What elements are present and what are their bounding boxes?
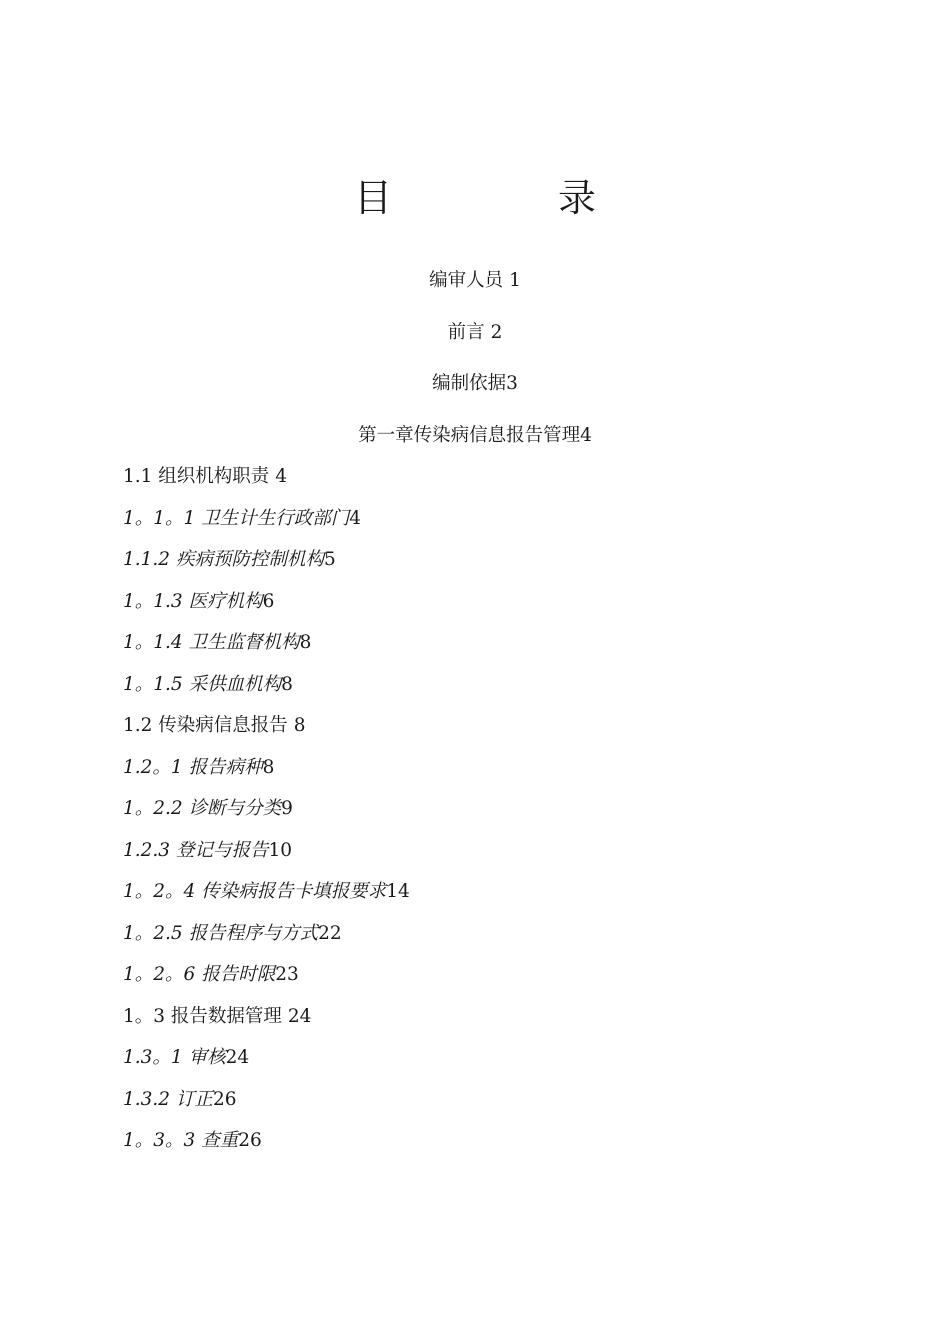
toc-entry[interactable] [0,312,950,364]
toc-entry[interactable] [0,871,950,913]
toc-entry-page-number: 8 [281,673,293,695]
toc-entry-label: 1.1.2 疾病预防控制机构 [123,549,324,570]
toc-entry[interactable] [0,830,950,872]
toc-entry-label: 1.3.2 订正 [123,1088,213,1110]
toc-entry-label: 1。1.4 卫生监督机构 [123,632,300,653]
toc-entry-label: 编审人员 [429,270,504,291]
toc-entry-label: 1。2。4 传染病报告卡填报要求 [123,881,387,902]
toc-entry[interactable] [0,913,950,955]
toc-entry-label: 1.3。1 审核 [123,1047,226,1068]
toc-entry[interactable] [0,1120,950,1162]
toc-entry[interactable] [0,1079,950,1121]
toc-entry-page-number: 23 [275,964,299,985]
toc-entry[interactable] [0,498,950,540]
toc-entry-page-number: 6 [262,590,275,612]
toc-entry-label: 编制依据 [432,373,507,394]
toc-entry-page-number: 8 [293,715,306,736]
toc-entry[interactable] [0,581,950,623]
toc-entry-label: 1。1。1 卫生计生行政部门 [123,507,350,529]
toc-entry[interactable] [0,788,950,830]
toc-entry-label: 前言 [447,321,485,343]
toc-entry[interactable] [0,539,950,581]
toc-entry-page-number: 9 [281,798,293,819]
toc-entry-page-number: 5 [323,549,336,570]
toc-entry[interactable] [0,260,950,312]
toc-entry[interactable] [0,705,950,747]
toc-entry[interactable] [0,996,950,1038]
toc-entry[interactable] [0,456,950,498]
toc-entry-label: 1。2.5 报告程序与方式 [123,922,319,944]
toc-entry-page-number: 24 [287,1005,312,1027]
toc-entry[interactable] [0,622,950,664]
toc-entry-page-number: 4 [275,466,287,487]
toc-entry[interactable] [0,415,950,457]
toc-entry-label: 1.2。1 报告病种 [123,756,263,778]
toc-entry[interactable] [0,747,950,789]
toc-entry[interactable] [0,1037,950,1079]
toc-entry-page-number: 10 [268,839,292,861]
toc-entry-page-number: 1 [509,270,521,291]
toc-entry-page-number: 24 [225,1047,250,1068]
toc-entry-page-number: 4 [580,424,592,446]
toc-entry-label: 1.1 组织机构职责 [123,466,270,487]
toc-entry-page-number: 26 [212,1088,237,1110]
toc-entry-label: 1。1.3 医疗机构 [123,590,263,612]
toc-entry-page-number: 14 [386,881,410,902]
toc-entry-page-number: 3 [506,373,518,394]
toc-entry[interactable] [0,664,950,706]
toc-entry-page-number: 4 [349,507,361,529]
toc-entry-page-number: 8 [299,632,312,653]
toc-entry-label: 1。3。3 查重 [123,1130,239,1151]
toc-entry[interactable] [0,363,950,415]
toc-entry-page-number: 22 [318,922,342,944]
toc-entries [0,260,950,1162]
toc-entry-label: 1.2.3 登记与报告 [123,839,269,861]
toc-entry-page-number: 2 [490,321,503,343]
toc-entry-page-number: 8 [262,756,275,778]
toc-entry-label: 1。2。6 报告时限 [123,964,276,985]
toc-entry-label: 第一章传染病信息报告管理 [358,424,581,446]
toc-entry-page-number: 26 [238,1130,262,1151]
toc-entry-label: 1。3 报告数据管理 [123,1005,282,1027]
toc-entry[interactable] [0,954,950,996]
toc-title: 目 录 [353,176,660,220]
toc-entry-label: 1。2.2 诊断与分类 [123,798,282,819]
toc-entry-label: 1.2 传染病信息报告 [123,715,288,736]
toc-entry-label: 1。1.5 采供血机构 [123,673,282,695]
